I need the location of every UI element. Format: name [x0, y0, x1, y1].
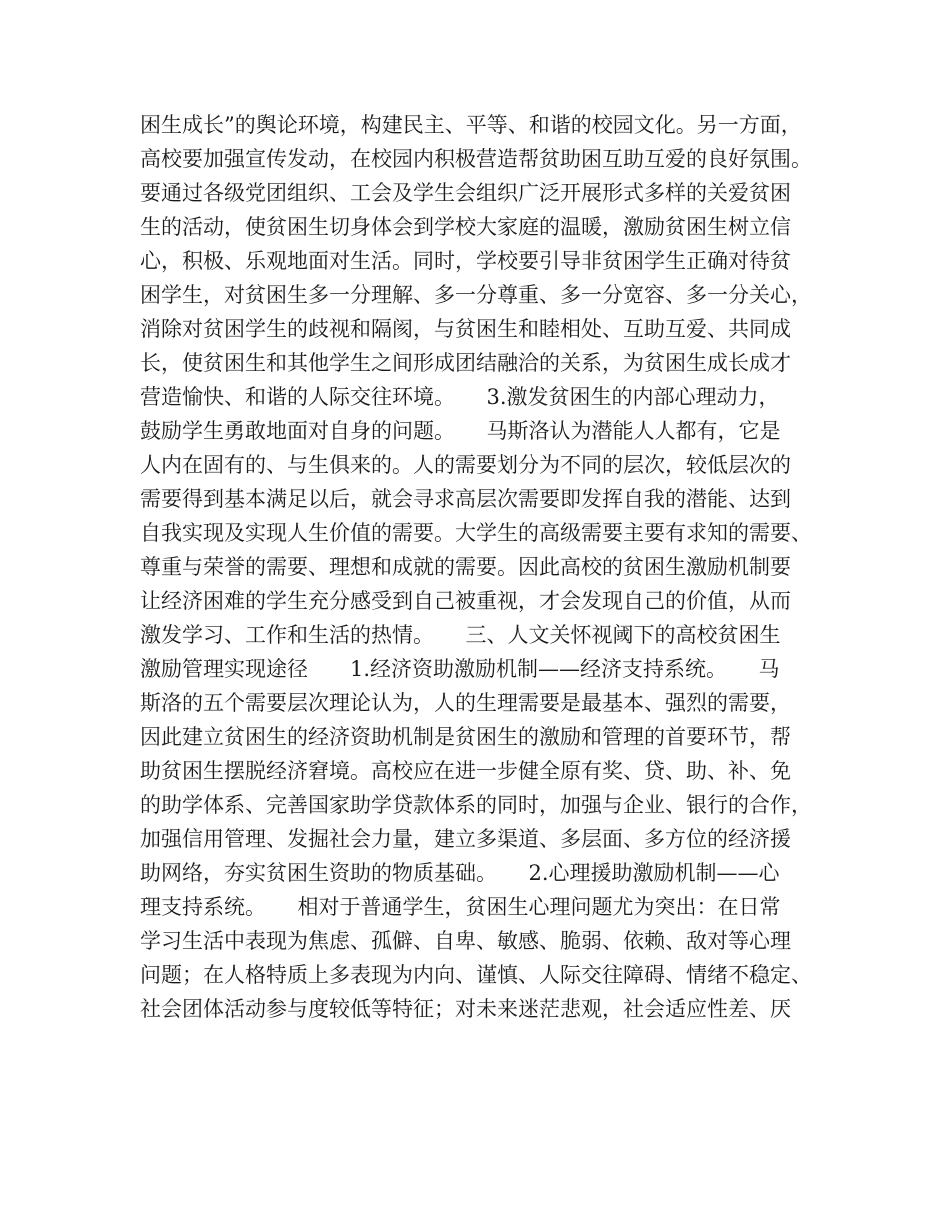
text-line: 需要得到基本满足以后，就会寻求高层次需要即发挥自我的潜能、达到 — [140, 487, 791, 511]
text-line: 激励管理实现途径 1.经济资助激励机制——经济支持系统。 马 — [140, 657, 780, 681]
text-line: 斯洛的五个需要层次理论认为，人的生理需要是最基本、强烈的需要， — [140, 691, 791, 715]
text-line: 因此建立贫困生的经济资助机制是贫困生的激励和管理的首要环节，帮 — [140, 725, 791, 749]
text-line: 要通过各级党团组织、工会及学生会组织广泛开展形式多样的关爱贫困 — [140, 181, 791, 205]
text-line: 社会团体活动参与度较低等特征；对未来迷茫悲观，社会适应性差、厌 — [140, 997, 791, 1021]
text-line: 长，使贫困生和其他学生之间形成团结融洽的关系，为贫困生成长成才 — [140, 351, 791, 375]
text-line: 问题；在人格特质上多表现为内向、谨慎、人际交往障碍、情绪不稳定、 — [140, 963, 812, 987]
text-line: 人内在固有的、与生俱来的。人的需要划分为不同的层次，较低层次的 — [140, 453, 791, 477]
text-line: 助贫困生摆脱经济窘境。高校应在进一步健全原有奖、贷、助、补、免 — [140, 759, 791, 783]
text-line: 消除对贫困学生的歧视和隔阂，与贫困生和睦相处、互助互爱、共同成 — [140, 317, 791, 341]
text-line: 加强信用管理、发掘社会力量，建立多渠道、多层面、多方位的经济援 — [140, 827, 791, 851]
text-line: 理支持系统。 相对于普通学生，贫困生心理问题尤为突出：在日常 — [140, 895, 781, 919]
body-text — [140, 108, 830, 1026]
text-line: 困生成长”的舆论环境，构建民主、平等、和谐的校园文化。另一方面， — [140, 113, 802, 137]
text-line: 让经济困难的学生充分感受到自己被重视，才会发现自己的价值，从而 — [140, 589, 791, 613]
text-line: 困学生，对贫困生多一分理解、多一分尊重、多一分宽容、多一分关心， — [140, 283, 812, 307]
text-line: 心，积极、乐观地面对生活。同时，学校要引导非贫困学生正确对待贫 — [140, 249, 791, 273]
text-line: 激发学习、工作和生活的热情。 三、人文关怀视阈下的高校贫困生 — [140, 623, 781, 647]
text-line: 助网络，夯实贫困生资助的物质基础。 2.心理援助激励机制——心 — [140, 861, 780, 885]
text-line: 自我实现及实现人生价值的需要。大学生的高级需要主要有求知的需要、 — [140, 521, 812, 545]
text-line: 的助学体系、完善国家助学贷款体系的同时，加强与企业、银行的合作， — [140, 793, 812, 817]
text-line: 高校要加强宣传发动，在校园内积极营造帮贫助困互助互爱的良好氛围。 — [140, 147, 812, 171]
text-line: 学习生活中表现为焦虑、孤僻、自卑、敏感、脆弱、依赖、敌对等心理 — [140, 929, 791, 953]
text-line: 营造愉快、和谐的人际交往环境。 3.激发贫困生的内部心理动力， — [140, 385, 780, 409]
text-line: 尊重与荣誉的需要、理想和成就的需要。因此高校的贫困生激励机制要 — [140, 555, 791, 579]
text-line: 生的活动，使贫困生切身体会到学校大家庭的温暖，激励贫困生树立信 — [140, 215, 791, 239]
text-line: 鼓励学生勇敢地面对自身的问题。 马斯洛认为潜能人人都有，它是 — [140, 419, 781, 443]
